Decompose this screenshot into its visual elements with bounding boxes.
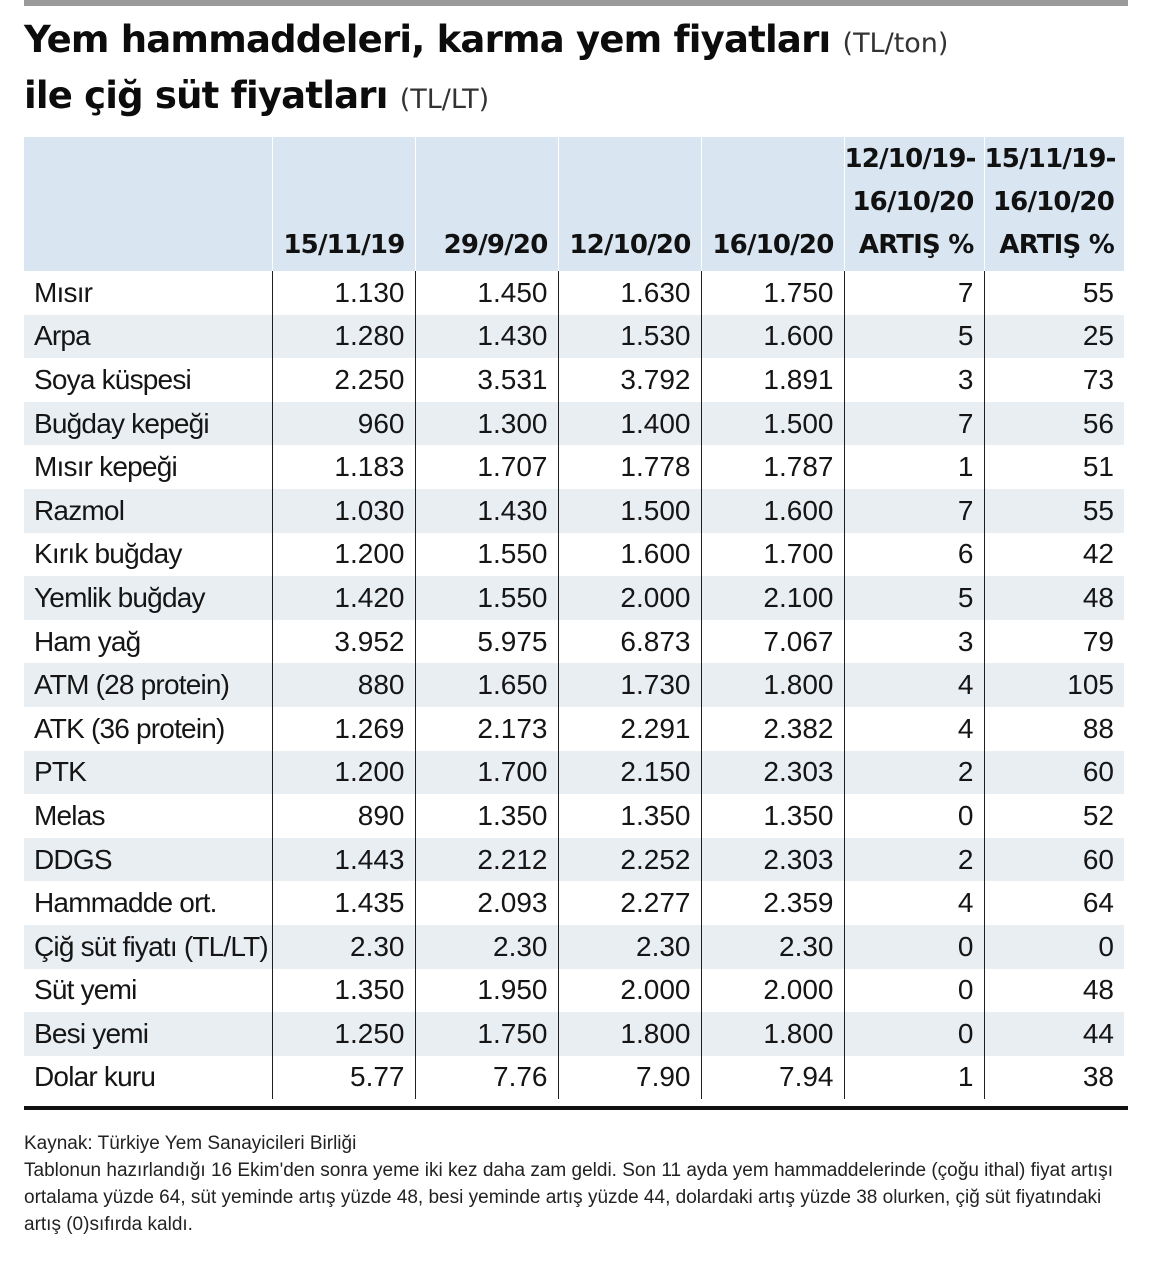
row-label: Hammadde ort.	[24, 881, 272, 925]
table-body	[24, 271, 1124, 1099]
table-cell: 79	[984, 620, 1124, 664]
row-label: Soya küspesi	[24, 358, 272, 402]
table-cell: 3	[844, 358, 984, 402]
table-cell: 1.250	[272, 1012, 415, 1056]
table-cell: 42	[984, 533, 1124, 577]
table-cell: 0	[984, 925, 1124, 969]
table-cell: 1.200	[272, 533, 415, 577]
table-cell: 1.183	[272, 445, 415, 489]
column-header	[984, 137, 1124, 271]
table-cell: 2.359	[701, 881, 844, 925]
table-cell: 1.530	[558, 315, 701, 359]
table-row	[24, 620, 1124, 664]
column-header-line: ARTIŞ %	[858, 230, 974, 260]
table-cell: 2.30	[272, 925, 415, 969]
table-cell: 0	[844, 925, 984, 969]
table-cell: 880	[272, 663, 415, 707]
row-label: Dolar kuru	[24, 1056, 272, 1100]
column-header-line: 12/10/19-	[844, 144, 976, 174]
table-row	[24, 1056, 1124, 1100]
table-row	[24, 315, 1124, 359]
row-label: Ham yağ	[24, 620, 272, 664]
table-cell: 0	[844, 794, 984, 838]
column-header-line: 29/9/20	[443, 230, 548, 260]
column-header	[558, 137, 701, 271]
table-cell: 1.600	[558, 533, 701, 577]
price-table-container	[24, 137, 1124, 1099]
table-row	[24, 751, 1124, 795]
table-row	[24, 881, 1124, 925]
table-cell: 1.750	[701, 271, 844, 315]
table-cell: 105	[984, 663, 1124, 707]
table-cell: 2.30	[558, 925, 701, 969]
table-row	[24, 663, 1124, 707]
table-cell: 1.778	[558, 445, 701, 489]
row-label: PTK	[24, 751, 272, 795]
table-row	[24, 445, 1124, 489]
title-unit-1: (TL/ton)	[842, 28, 949, 59]
row-label: Buğday kepeği	[24, 402, 272, 446]
top-rule	[24, 0, 1128, 6]
table-cell: 52	[984, 794, 1124, 838]
table-row	[24, 794, 1124, 838]
table-cell: 1.500	[558, 489, 701, 533]
explanatory-note: Tablonun hazırlandığı 16 Ekim'den sonra yeme iki kez daha zam geldi. Son 11 ayda yem hammaddelerinde (çoğu ithal) fiyat artışı ortalama yüzde 64, süt yeminde artış yüzde 48, besi yeminde artış yüzde 44, dolardaki artış yüzde 38 olurken, çiğ süt fiyatındaki artış (0)sıfırda kaldı.	[24, 1160, 1113, 1235]
row-label: Arpa	[24, 315, 272, 359]
table-cell: 2	[844, 751, 984, 795]
bottom-rule	[24, 1106, 1128, 1110]
table-cell: 1.500	[701, 402, 844, 446]
column-header	[415, 137, 558, 271]
row-label: Süt yemi	[24, 969, 272, 1013]
table-cell: 2.000	[558, 969, 701, 1013]
table-cell: 1.350	[272, 969, 415, 1013]
table-cell: 3.952	[272, 620, 415, 664]
table-cell: 1.280	[272, 315, 415, 359]
table-cell: 3	[844, 620, 984, 664]
table-cell: 1.300	[415, 402, 558, 446]
table-cell: 1.800	[701, 663, 844, 707]
table-row	[24, 489, 1124, 533]
page-title	[24, 14, 1134, 126]
table-cell: 1.400	[558, 402, 701, 446]
table-cell: 2.252	[558, 838, 701, 882]
table-cell: 1.435	[272, 881, 415, 925]
title-main-1: Yem hammaddeleri, karma yem fiyatları	[24, 18, 831, 61]
table-cell: 1.430	[415, 315, 558, 359]
table-cell: 60	[984, 838, 1124, 882]
column-header-line: 15/11/19-	[984, 144, 1116, 174]
table-cell: 48	[984, 969, 1124, 1013]
column-header	[272, 137, 415, 271]
table-row	[24, 533, 1124, 577]
table-cell: 2.291	[558, 707, 701, 751]
table-cell: 1.950	[415, 969, 558, 1013]
column-header-line: 16/10/20	[852, 187, 974, 217]
table-cell: 1.350	[701, 794, 844, 838]
table-cell: 2.093	[415, 881, 558, 925]
table-cell: 7.067	[701, 620, 844, 664]
table-cell: 7.94	[701, 1056, 844, 1100]
table-row	[24, 358, 1124, 402]
row-label: ATK (36 protein)	[24, 707, 272, 751]
table-cell: 2.000	[558, 576, 701, 620]
table-cell: 3.792	[558, 358, 701, 402]
table-cell: 0	[844, 1012, 984, 1056]
table-cell: 44	[984, 1012, 1124, 1056]
table-cell: 2.30	[415, 925, 558, 969]
table-cell: 1.787	[701, 445, 844, 489]
table-cell: 1.600	[701, 489, 844, 533]
table-cell: 2.382	[701, 707, 844, 751]
table-cell: 2.303	[701, 838, 844, 882]
table-cell: 1.430	[415, 489, 558, 533]
table-cell: 960	[272, 402, 415, 446]
table-cell: 48	[984, 576, 1124, 620]
table-cell: 2	[844, 838, 984, 882]
table-cell: 1.891	[701, 358, 844, 402]
table-cell: 1.650	[415, 663, 558, 707]
title-line-1	[24, 14, 1134, 70]
column-header	[701, 137, 844, 271]
table-cell: 5.975	[415, 620, 558, 664]
table-cell: 25	[984, 315, 1124, 359]
table-cell: 1.630	[558, 271, 701, 315]
table-cell: 2.000	[701, 969, 844, 1013]
source-note: Kaynak: Türkiye Yem Sanayicileri Birliği	[24, 1133, 357, 1154]
table-row	[24, 1012, 1124, 1056]
table-cell: 1.269	[272, 707, 415, 751]
table-cell: 1.200	[272, 751, 415, 795]
row-label: Kırık buğday	[24, 533, 272, 577]
table-row	[24, 969, 1124, 1013]
table-cell: 4	[844, 881, 984, 925]
table-cell: 7	[844, 271, 984, 315]
table-cell: 1.420	[272, 576, 415, 620]
table-cell: 1.030	[272, 489, 415, 533]
table-row	[24, 576, 1124, 620]
table-cell: 1.700	[415, 751, 558, 795]
row-label: Mısır	[24, 271, 272, 315]
table-cell: 4	[844, 707, 984, 751]
column-header-line: 16/10/20	[992, 187, 1114, 217]
column-header-line: 16/10/20	[712, 230, 834, 260]
column-header	[844, 137, 984, 271]
row-label: DDGS	[24, 838, 272, 882]
table-cell: 1.550	[415, 576, 558, 620]
table-cell: 1	[844, 445, 984, 489]
table-cell: 2.150	[558, 751, 701, 795]
table-cell: 55	[984, 489, 1124, 533]
title-unit-2: (TL/LT)	[399, 84, 490, 115]
footer	[24, 1130, 1134, 1238]
table-cell: 2.303	[701, 751, 844, 795]
table-cell: 1.350	[558, 794, 701, 838]
table-cell: 0	[844, 969, 984, 1013]
table-cell: 7.76	[415, 1056, 558, 1100]
table-cell: 4	[844, 663, 984, 707]
table-cell: 2.277	[558, 881, 701, 925]
row-label: Mısır kepeği	[24, 445, 272, 489]
table-cell: 60	[984, 751, 1124, 795]
table-cell: 2.100	[701, 576, 844, 620]
table-cell: 7	[844, 489, 984, 533]
table-cell: 55	[984, 271, 1124, 315]
table-cell: 6	[844, 533, 984, 577]
table-cell: 2.212	[415, 838, 558, 882]
table-cell: 1.550	[415, 533, 558, 577]
row-label: Çiğ süt fiyatı (TL/LT)	[24, 925, 272, 969]
table-cell: 88	[984, 707, 1124, 751]
table-cell: 5	[844, 315, 984, 359]
table-cell: 1.600	[701, 315, 844, 359]
table-row	[24, 402, 1124, 446]
table-row	[24, 838, 1124, 882]
table-cell: 51	[984, 445, 1124, 489]
table-cell: 1.800	[701, 1012, 844, 1056]
table-cell: 7	[844, 402, 984, 446]
price-table	[24, 137, 1124, 1099]
table-cell: 5	[844, 576, 984, 620]
table-cell: 1.750	[415, 1012, 558, 1056]
table-header-row	[24, 137, 1124, 271]
table-cell: 1.350	[415, 794, 558, 838]
table-cell: 64	[984, 881, 1124, 925]
table-cell: 2.250	[272, 358, 415, 402]
table-cell: 73	[984, 358, 1124, 402]
table-cell: 890	[272, 794, 415, 838]
row-label: Razmol	[24, 489, 272, 533]
table-cell: 5.77	[272, 1056, 415, 1100]
column-header-line: 12/10/20	[569, 230, 691, 260]
table-cell: 2.30	[701, 925, 844, 969]
table-cell: 56	[984, 402, 1124, 446]
column-header-line: ARTIŞ %	[999, 230, 1114, 260]
table-cell: 7.90	[558, 1056, 701, 1100]
title-main-2: ile çiğ süt fiyatları	[24, 74, 388, 117]
table-cell: 3.531	[415, 358, 558, 402]
row-label: ATM (28 protein)	[24, 663, 272, 707]
table-row	[24, 707, 1124, 751]
table-cell: 38	[984, 1056, 1124, 1100]
table-cell: 1.800	[558, 1012, 701, 1056]
table-row	[24, 925, 1124, 969]
column-header	[24, 137, 272, 271]
column-header-line: 15/11/19	[283, 230, 405, 260]
table-cell: 6.873	[558, 620, 701, 664]
table-cell: 1	[844, 1056, 984, 1100]
title-line-2	[24, 70, 1134, 126]
row-label: Melas	[24, 794, 272, 838]
table-cell: 2.173	[415, 707, 558, 751]
row-label: Yemlik buğday	[24, 576, 272, 620]
table-cell: 1.730	[558, 663, 701, 707]
table-cell: 1.707	[415, 445, 558, 489]
table-row	[24, 271, 1124, 315]
row-label: Besi yemi	[24, 1012, 272, 1056]
table-cell: 1.443	[272, 838, 415, 882]
table-cell: 1.450	[415, 271, 558, 315]
table-cell: 1.130	[272, 271, 415, 315]
table-cell: 1.700	[701, 533, 844, 577]
